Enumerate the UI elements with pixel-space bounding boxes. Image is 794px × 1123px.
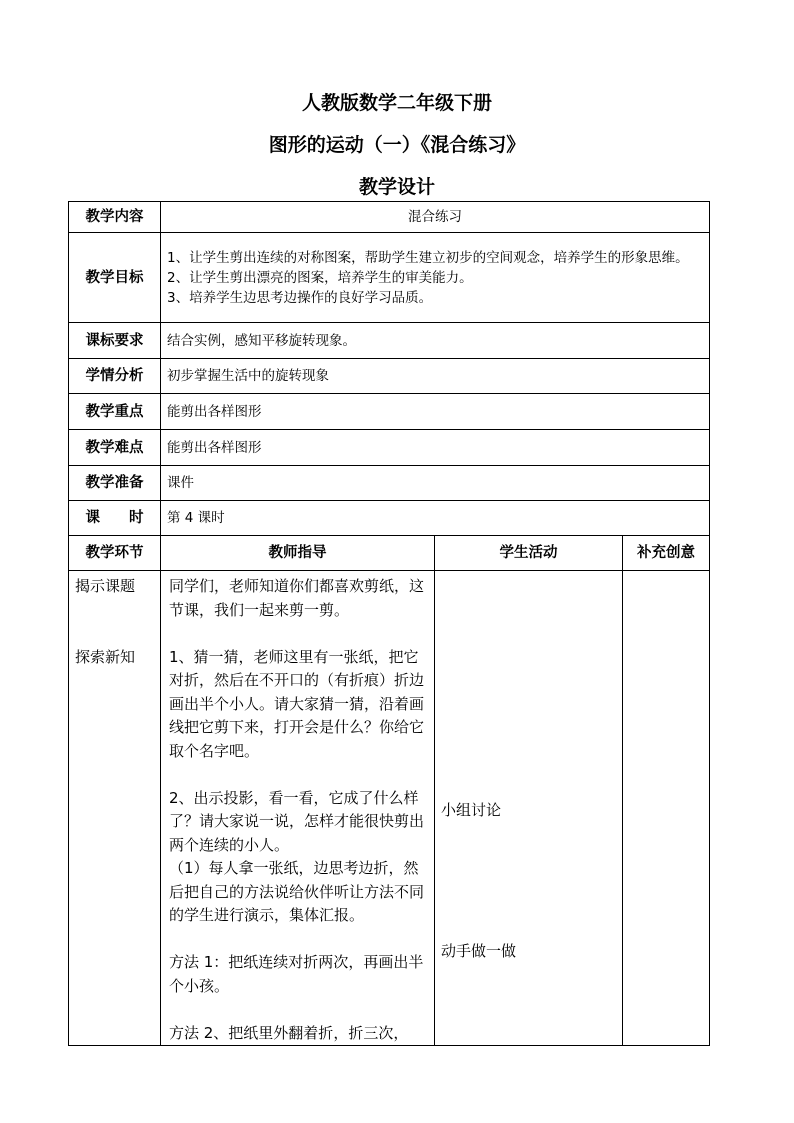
label-analysis: 学情分析 <box>69 359 161 394</box>
objective-1: 1、让学生剪出连续的对称图案，帮助学生建立初步的空间观念，培养学生的形象思维。 <box>167 249 689 266</box>
activity-hands-on: 动手做一做 <box>441 941 517 960</box>
value-difficulty: 能剪出各样图形 <box>161 430 710 466</box>
teacher-step-2: 2、出示投影，看一看，它成了什么样了？请大家说一说，怎样才能很快剪出两个连续的小人。 <box>169 788 425 854</box>
label-content: 教学内容 <box>69 202 161 233</box>
row-difficulty <box>69 430 710 466</box>
label-key-point: 教学重点 <box>69 394 161 430</box>
value-period: 第 4 课时 <box>161 501 710 536</box>
teacher-method-2: 方法 2、把纸里外翻着折，折三次， <box>169 1023 409 1042</box>
header-extra: 补充创意 <box>623 536 710 571</box>
header-student: 学生活动 <box>435 536 623 571</box>
doc-title-textbook: 人教版数学二年级下册 <box>301 92 492 114</box>
student-cell <box>435 571 623 1046</box>
activity-group-discussion: 小组讨论 <box>441 801 502 819</box>
row-analysis <box>69 359 710 394</box>
label-standards: 课标要求 <box>69 323 161 359</box>
value-standards: 结合实例，感知平移旋转现象。 <box>161 323 710 359</box>
value-objectives <box>161 233 710 323</box>
stage-explore: 探索新知 <box>75 647 136 666</box>
label-objectives: 教学目标 <box>69 233 161 323</box>
row-content <box>69 202 710 233</box>
teacher-intro: 同学们，老师知道你们都喜欢剪纸，这节课，我们一起来剪一剪。 <box>169 577 425 619</box>
teacher-step-1: 1、猜一猜，老师这里有一张纸，把它对折，然后在不开口的（有折痕）折边画出半个小人。请大家猜一猜，沿着画线把它剪下来，打开会是什么？你给它取个名字吧。 <box>169 647 425 760</box>
row-standards <box>69 323 710 359</box>
header-teacher: 教师指导 <box>161 536 435 571</box>
row-period <box>69 501 710 536</box>
stage-reveal-topic: 揭示课题 <box>75 577 136 595</box>
lesson-plan-table <box>68 201 710 1046</box>
doc-title-design: 教学设计 <box>358 176 435 198</box>
teacher-step-2-1: （1）每人拿一张纸，边思考边折，然后把自己的方法说给伙伴听让方法不同的学生进行演示，集体汇报。 <box>169 859 425 924</box>
value-preparation: 课件 <box>161 466 710 501</box>
objective-2: 2、让学生剪出漂亮的图案，培养学生的审美能力。 <box>167 269 473 286</box>
extra-cell <box>623 571 710 1046</box>
row-preparation <box>69 466 710 501</box>
row-objectives <box>69 233 710 323</box>
process-header-row <box>69 536 710 571</box>
doc-title-lesson: 图形的运动（一）《混合练习》 <box>268 134 526 156</box>
teacher-method-1: 方法 1：把纸连续对折两次，再画出半个小孩。 <box>169 953 424 995</box>
value-content: 混合练习 <box>161 202 710 233</box>
value-key-point: 能剪出各样图形 <box>161 394 710 430</box>
objective-3: 3、培养学生边思考边操作的良好学习品质。 <box>167 289 433 306</box>
row-key-point <box>69 394 710 430</box>
label-preparation: 教学准备 <box>69 466 161 501</box>
value-analysis: 初步掌握生活中的旋转现象 <box>161 359 710 394</box>
label-difficulty: 教学难点 <box>69 430 161 466</box>
stage-cell <box>69 571 161 1046</box>
teacher-cell <box>161 571 435 1046</box>
label-period: 课 时 <box>69 501 161 536</box>
header-stage: 教学环节 <box>69 536 161 571</box>
process-body-row <box>69 571 710 1046</box>
